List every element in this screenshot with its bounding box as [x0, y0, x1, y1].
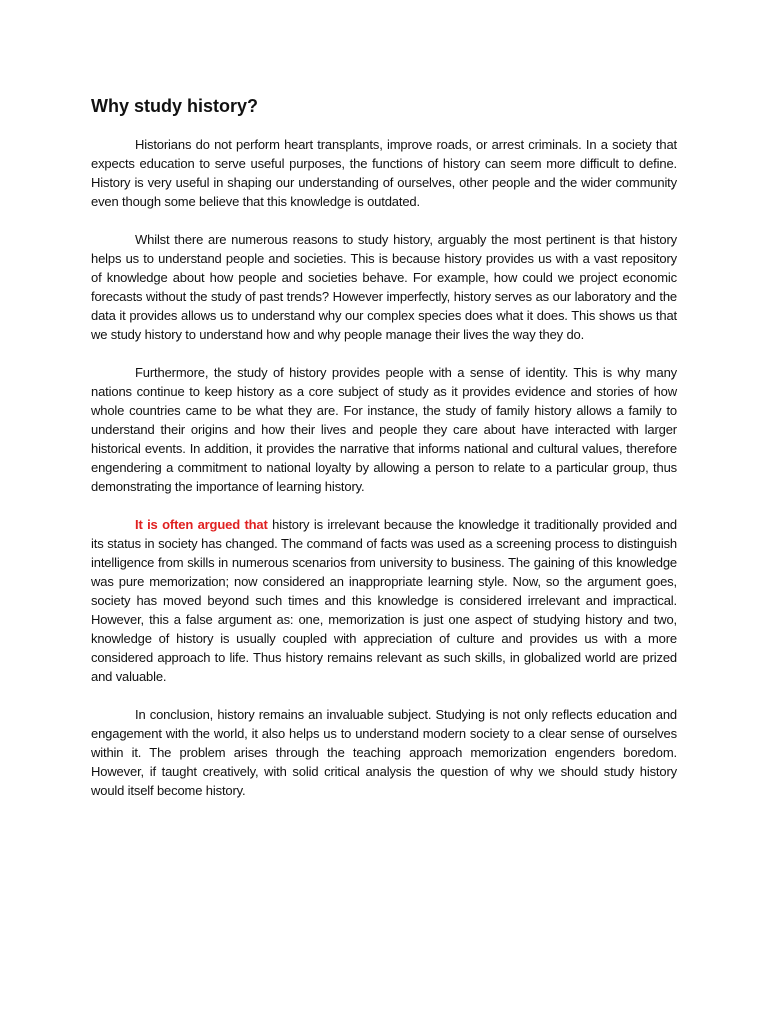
paragraph-counterargument [91, 515, 677, 686]
paragraph-identity: Furthermore, the study of history provides people with a sense of identity. This is why many nations continue to keep history as a core subject of study as it provides evidence and stories of how whole countries came to be what they are. For instance, the study of family history allows a family to understand their origins and how their lives and people they care about have interacted with larger historical events. In addition, it provides the narrative that informs national and cultural values, therefore engendering a commitment to national loyalty by allowing a person to relate to a particular group, thus demonstrating the importance of learning history. [91, 365, 677, 494]
document-body [91, 94, 677, 819]
paragraph-counterargument-text: history is irrelevant because the knowledge it traditionally provided and its status in society has changed. The command of facts was used as a screening process to distinguish intelligence from skills in numerous scenarios from university to business. The gaining of this knowledge was pure memorization; now considered an inappropriate learning style. Now, so the argument goes, society has moved beyond such times and this knowledge is considered irrelevant and impractical. However, this a false argument as: one, memorization is just one aspect of studying history and two, knowledge of history is usually coupled with appreciation of culture and provides us with a more considered approach to life. Thus history remains relevant as such skills, in globalized world are prized and valuable. [91, 517, 677, 684]
paragraph-conclusion: In conclusion, history remains an invaluable subject. Studying is not only reflects education and engagement with the world, it also helps us to understand modern society to a clear sense of ourselves within it. The problem arises through the teaching approach memorization engenders boredom. However, if taught creatively, with solid critical analysis the question of why we should study history would itself become history. [91, 707, 677, 798]
paragraph-understand-people: Whilst there are numerous reasons to study history, arguably the most pertinent is that history helps us to understand people and societies. This is because history provides us with a vast repository of knowledge about how people and societies behave. For example, how could we project economic forecasts without the study of past trends? However imperfectly, history serves as our laboratory and the data it provides allows us to understand why our complex species does what it does. This shows us that we study history to understand how and why people manage their lives the way they do. [91, 232, 677, 342]
paragraph-intro: Historians do not perform heart transplants, improve roads, or arrest criminals. In a society that expects education to serve useful purposes, the functions of history can seem more difficult to define. History is very useful in shaping our understanding of ourselves, other people and the wider community even though some believe that this knowledge is outdated. [91, 137, 677, 209]
document-title: Why study history? [91, 96, 259, 116]
highlighted-phrase: It is often argued that [135, 517, 268, 532]
